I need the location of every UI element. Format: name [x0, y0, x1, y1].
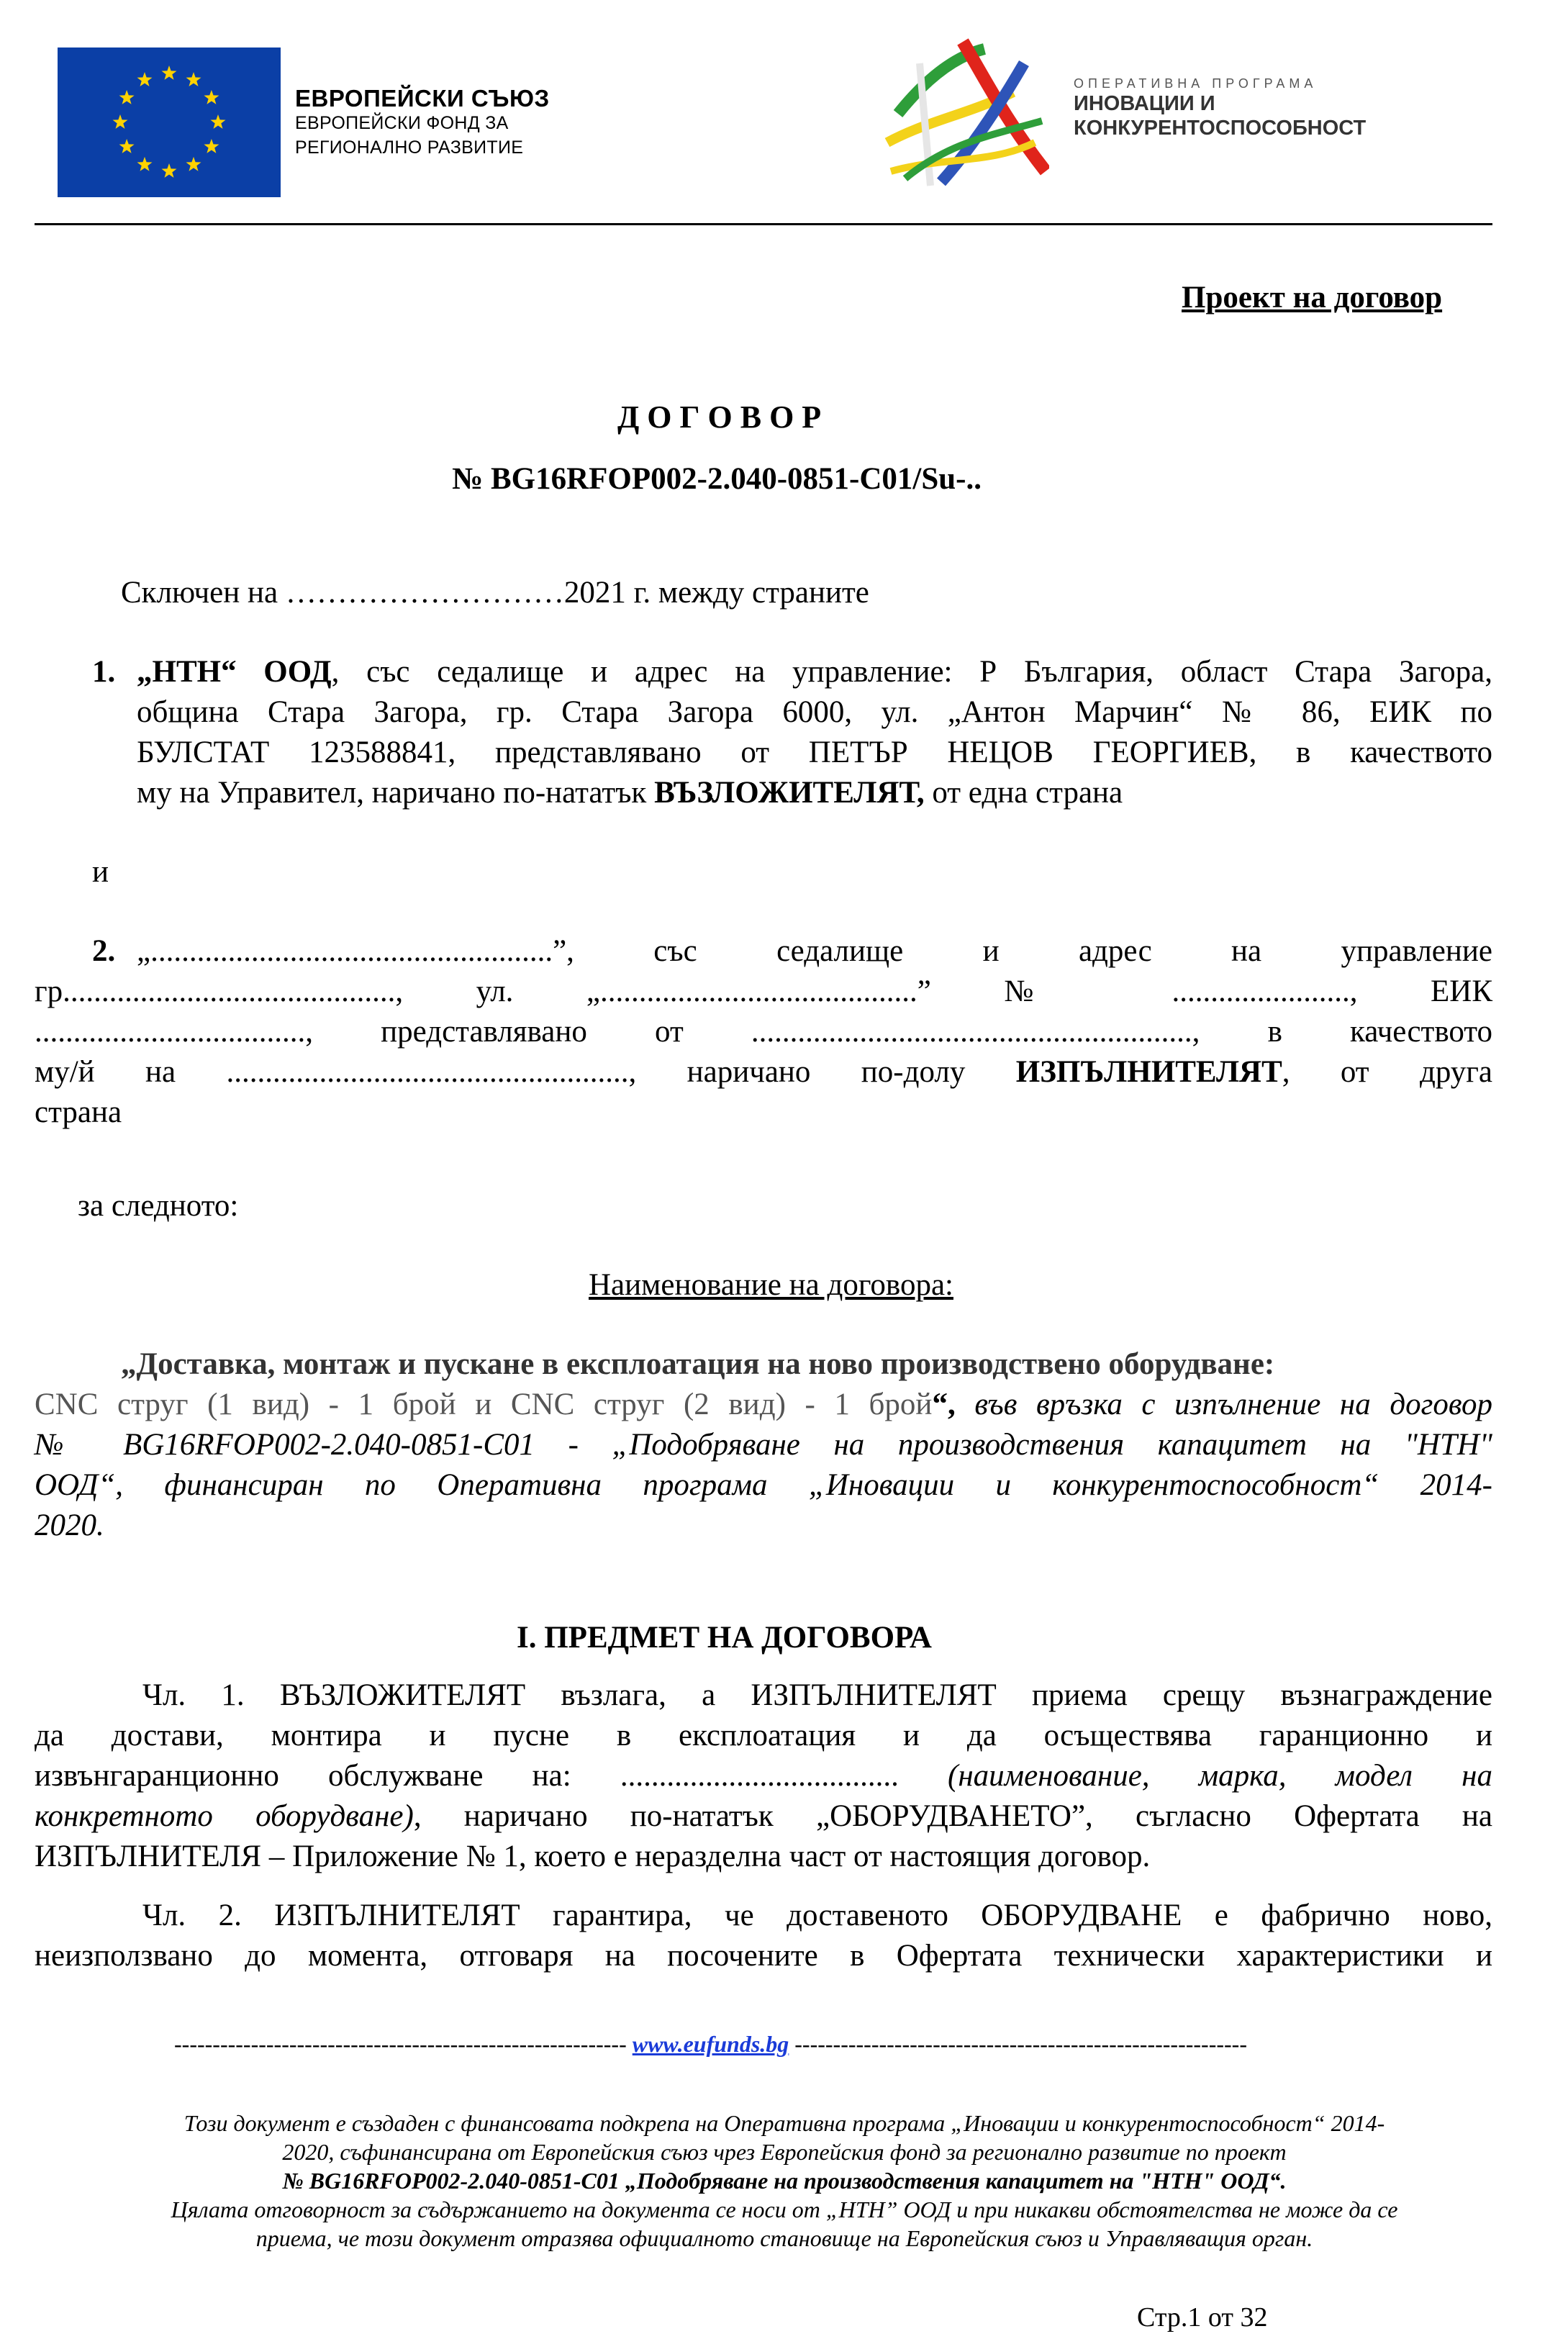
eu-line1: ЕВРОПЕЙСКИ СЪЮЗ — [295, 85, 550, 112]
art1-line2: да достави, монтира и пусне в експлоатация и да осъществява гаранционно и — [35, 1719, 1492, 1752]
op-innovations-logo-icon — [876, 35, 1049, 193]
art2-line2: неизползвано до момента, отговаря на посочените в Офертата технически характеристики и — [35, 1939, 1492, 1973]
party1-line1-rest: , със седалище и адрес на управление: Р България, област Стара Загора, — [331, 655, 1492, 689]
contract-title: Д О Г О В О Р — [617, 399, 822, 435]
party2-line2: гр..........................................., ул. „.........................................” № ......................., ЕИК — [35, 974, 1492, 1008]
eu-line3: РЕГИОНАЛНО РАЗВИТИЕ — [295, 137, 524, 158]
party2-line4 — [35, 1052, 1492, 1092]
party1-number: 1. — [92, 655, 116, 689]
party2-line5: страна — [35, 1095, 122, 1129]
party1-line1 — [137, 652, 1492, 692]
subject-line3: № BG16RFOP002-2.040-0851-C01 - „Подобряване на производствения капацитет на "НТН" — [35, 1428, 1492, 1462]
footer-line5: приема, че този документ отразява официалното становище на Европейския съюз и Управляващия орган. — [255, 2225, 1313, 2251]
op-line1: ИНОВАЦИИ И — [1074, 92, 1215, 115]
subject-line1: „Доставка, монтаж и пускане в експлоатация на ново производствено оборудване: — [121, 1347, 1275, 1381]
party1-line4-post: от една страна — [924, 776, 1123, 810]
op-logo-text — [1074, 76, 1366, 140]
section1-title: I. ПРЕДМЕТ НА ДОГОВОРА — [517, 1621, 932, 1655]
party1-line4-pre: му на Управител, наричано по-нататък — [137, 776, 655, 810]
party1-line4 — [137, 773, 1123, 813]
party2-number: 2. — [92, 934, 116, 968]
party2-line1: „....................................................”, със седалище и адрес на управление — [137, 934, 1492, 968]
contract-name-label: Наименование на договора: — [589, 1268, 953, 1302]
footer-line1: Този документ е създаден с финансовата подкрепа на Оперативна програма „Иновации и конкурентоспособност“ 2014- — [183, 2110, 1385, 2136]
footer-line3: № BG16RFOP002-2.040-0851-C01 „Подобряване на производствения капацитет на "НТН" ООД“. — [282, 2168, 1287, 2194]
header-divider — [35, 223, 1492, 225]
eu-logo-text — [295, 86, 550, 160]
footer-dashes-left: ----------------------------------------------------------- — [174, 2031, 627, 2057]
art1-line3-italic: (наименование, марка, модел на — [948, 1759, 1492, 1793]
art1-line4 — [35, 1796, 1492, 1837]
eu-line2: ЕВРОПЕЙСКИ ФОНД ЗА — [295, 113, 509, 133]
art1-line3 — [35, 1756, 1492, 1796]
art1-line1: Чл. 1. ВЪЗЛОЖИТЕЛЯТ възлага, а ИЗПЪЛНИТЕЛЯТ приема срещу възнаграждение — [142, 1678, 1492, 1712]
footer-dashes-right: ----------------------------------------------------------- — [794, 2031, 1247, 2057]
art1-line5: ИЗПЪЛНИТЕЛЯ – Приложение № 1, което е неразделна част от настоящия договор. — [35, 1840, 1151, 1873]
page-number: Стр.1 от 32 — [1137, 2302, 1268, 2333]
footer-line2: 2020, съфинансирана от Европейския съюз чрез Европейския фонд за регионално развитие по проект — [282, 2139, 1287, 2165]
subject-connection: във връзка с изпълнение на договор — [955, 1388, 1492, 1421]
following-label: за следното: — [78, 1189, 239, 1223]
art2-line1: Чл. 2. ИЗПЪЛНИТЕЛЯТ гарантира, че доставеното ОБОРУДВАНЕ е фабрично ново, — [142, 1899, 1492, 1932]
party2-line4-pre: му/й на ...................................................., наричано по-долу — [35, 1055, 1016, 1089]
subject-equipment: CNC струг (1 вид) - 1 брой и CNC струг (2 вид) - 1 брой — [35, 1388, 933, 1421]
contract-number: № BG16RFOP002-2.040-0851-C01/Su-.. — [452, 462, 982, 496]
footer-line4: Цялата отговорност за съдържанието на документа се носи от „НТН” ООД и при никакви обстоятелства не може да се — [171, 2197, 1398, 2222]
party1-name: „НТН“ ООД — [137, 655, 332, 689]
op-line2: КОНКУРЕНТОСПОСОБНОСТ — [1074, 117, 1367, 140]
draft-label: Проект на договор — [1182, 281, 1443, 315]
subject-line5: 2020. — [35, 1508, 104, 1542]
eu-flag-logo — [58, 47, 281, 197]
art1-line4-post: , наричано по-нататък „ОБОРУДВАНЕТО”, съгласно Офертата на — [413, 1799, 1493, 1833]
party1-line3: БУЛСТАТ 123588841, представлявано от ПЕТЪР НЕЦОВ ГЕОРГИЕВ, в качеството — [137, 736, 1492, 769]
party2-line4-post: , от друга — [1282, 1055, 1492, 1089]
subject-line4: ООД“, финансиран по Оперативна програма „Иновации и конкурентоспособност“ 2014- — [35, 1468, 1492, 1502]
footer-separator — [174, 2031, 1247, 2058]
art1-line3-pre: извънгаранционно обслужване на: .................................... — [35, 1759, 948, 1793]
party2-line3: ..................................., представлявано от ........................................................., в качеството — [35, 1015, 1492, 1049]
eufunds-link[interactable]: www.eufunds.bg — [632, 2031, 789, 2057]
concluded-line: Сключен на ………………………2021 г. между страните — [121, 576, 869, 610]
art1-line4-italic: конкретното оборудване) — [35, 1799, 414, 1833]
eu-stars-icon — [58, 47, 281, 197]
party1-line2: община Стара Загора, гр. Стара Загора 6000, ул. „Антон Марчин“ № 86, ЕИК по — [137, 695, 1492, 729]
subject-line2 — [35, 1385, 1492, 1425]
and-label: и — [92, 855, 109, 889]
subject-quote: “, — [932, 1388, 956, 1421]
party2-role: ИЗПЪЛНИТЕЛЯТ — [1015, 1055, 1282, 1089]
party1-role: ВЪЗЛОЖИТЕЛЯТ, — [654, 776, 925, 810]
op-small-label: ОПЕРАТИВНА ПРОГРАМА — [1074, 76, 1318, 91]
